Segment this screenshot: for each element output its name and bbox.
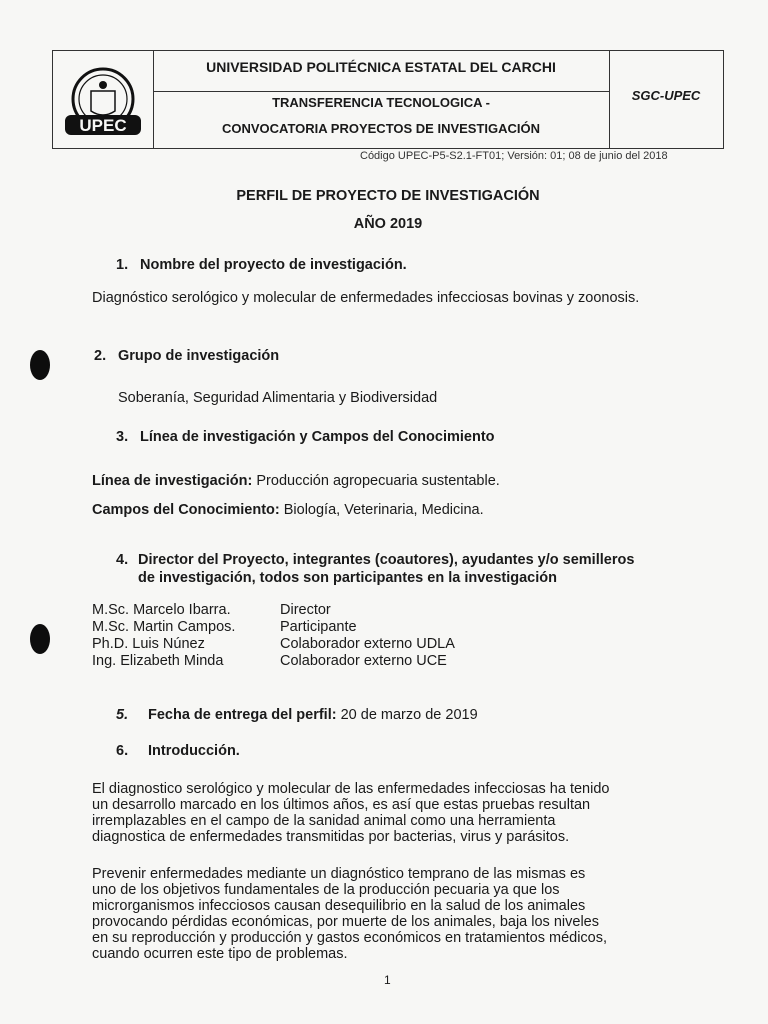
page-year: AÑO 2019	[353, 216, 423, 232]
document-header	[52, 50, 724, 149]
document-code: Código UPEC-P5-S2.1-FT01; Versión: 01; 08 de junio del 2018	[360, 150, 668, 162]
section-6-title: Introducción.	[148, 743, 240, 759]
research-line-value: Producción agropecuaria sustentable.	[256, 473, 500, 489]
university-name: UNIVERSIDAD POLITÉCNICA ESTATAL DEL CARCHI	[206, 59, 556, 75]
member-role: Director	[280, 602, 331, 618]
member-name: Ph.D. Luis Núnez	[92, 636, 205, 652]
knowledge-fields-label: Campos del Conocimiento:	[92, 502, 280, 518]
section-1-title: Nombre del proyecto de investigación.	[140, 257, 407, 273]
text-line: irremplazables en el campo de la sanidad animal como una herramienta	[92, 813, 556, 829]
knowledge-fields-value: Biología, Veterinaria, Medicina.	[283, 502, 484, 518]
section-6-number: 6.	[116, 743, 129, 759]
intro-paragraph-2	[92, 866, 680, 962]
logo-text: UPEC	[79, 116, 127, 135]
section-4-title-line-1: Director del Proyecto, integrantes (coautores), ayudantes y/o semilleros	[138, 552, 635, 568]
sgc-code: SGC-UPEC	[631, 88, 701, 103]
member-role: Colaborador externo UCE	[280, 653, 447, 669]
member-roles	[280, 602, 455, 670]
member-name: Ing. Elizabeth Minda	[92, 653, 224, 669]
section-2-text: Soberanía, Seguridad Alimentaria y Biodiversidad	[118, 390, 438, 406]
member-name: M.Sc. Marcelo Ibarra.	[92, 602, 231, 618]
section-1-number: 1.	[116, 257, 129, 273]
section-4-number: 4.	[116, 552, 129, 568]
text-line: provocando pérdidas económicas, por muerte de los animales, baja los niveles	[92, 914, 599, 930]
text-line: uno de los objetivos fundamentales de la producción pecuaria ya que los	[92, 882, 560, 898]
text-line: cuando ocurren este tipo de problemas.	[92, 946, 348, 962]
header-line-3: CONVOCATORIA PROYECTOS DE INVESTIGACIÓN	[221, 121, 541, 136]
research-line-label: Línea de investigación:	[92, 473, 253, 489]
member-names	[92, 602, 235, 670]
page-number: 1	[384, 973, 391, 987]
upec-logo	[61, 63, 145, 141]
text-line: en su reproducción y producción y gastos económicos en tratamientos médicos,	[92, 930, 608, 946]
text-line: El diagnostico serológico y molecular de las enfermedades infecciosas ha tenido	[92, 781, 610, 797]
header-line-2: TRANSFERENCIA TECNOLOGICA -	[272, 95, 490, 110]
punch-hole	[30, 624, 50, 654]
section-4-title-line-2: de investigación, todos son participantes en la investigación	[138, 570, 557, 586]
member-role: Participante	[280, 619, 357, 635]
member-role: Colaborador externo UDLA	[280, 636, 455, 652]
text-line: diagnostica de enfermedades transmitidas por bacterias, virus y parásitos.	[92, 829, 570, 845]
text-line: microrganismos infecciosos causan desequilibrio en la salud de los animales	[92, 898, 586, 914]
delivery-date-label: Fecha de entrega del perfil:	[148, 707, 337, 723]
delivery-date-value: 20 de marzo de 2019	[340, 707, 478, 723]
text-line: Prevenir enfermedades mediante un diagnóstico temprano de las mismas es	[92, 866, 586, 882]
section-5-number: 5.	[116, 707, 129, 723]
knowledge-fields	[92, 502, 484, 518]
section-1-text: Diagnóstico serológico y molecular de enfermedades infecciosas bovinas y zoonosis.	[92, 290, 640, 306]
section-2-title: Grupo de investigación	[118, 348, 280, 364]
page-title: PERFIL DE PROYECTO DE INVESTIGACIÓN	[236, 188, 540, 204]
delivery-date	[148, 707, 478, 723]
text-line: un desarrollo marcado en los últimos años, es así que estas pruebas resultan	[92, 797, 591, 813]
section-3-number: 3.	[116, 429, 129, 445]
member-name: M.Sc. Martin Campos.	[92, 619, 236, 635]
intro-paragraph-1	[92, 781, 680, 845]
section-3-title: Línea de investigación y Campos del Conocimiento	[140, 429, 495, 445]
research-line	[92, 473, 500, 489]
section-2-number: 2.	[94, 348, 107, 364]
punch-hole	[30, 350, 50, 380]
